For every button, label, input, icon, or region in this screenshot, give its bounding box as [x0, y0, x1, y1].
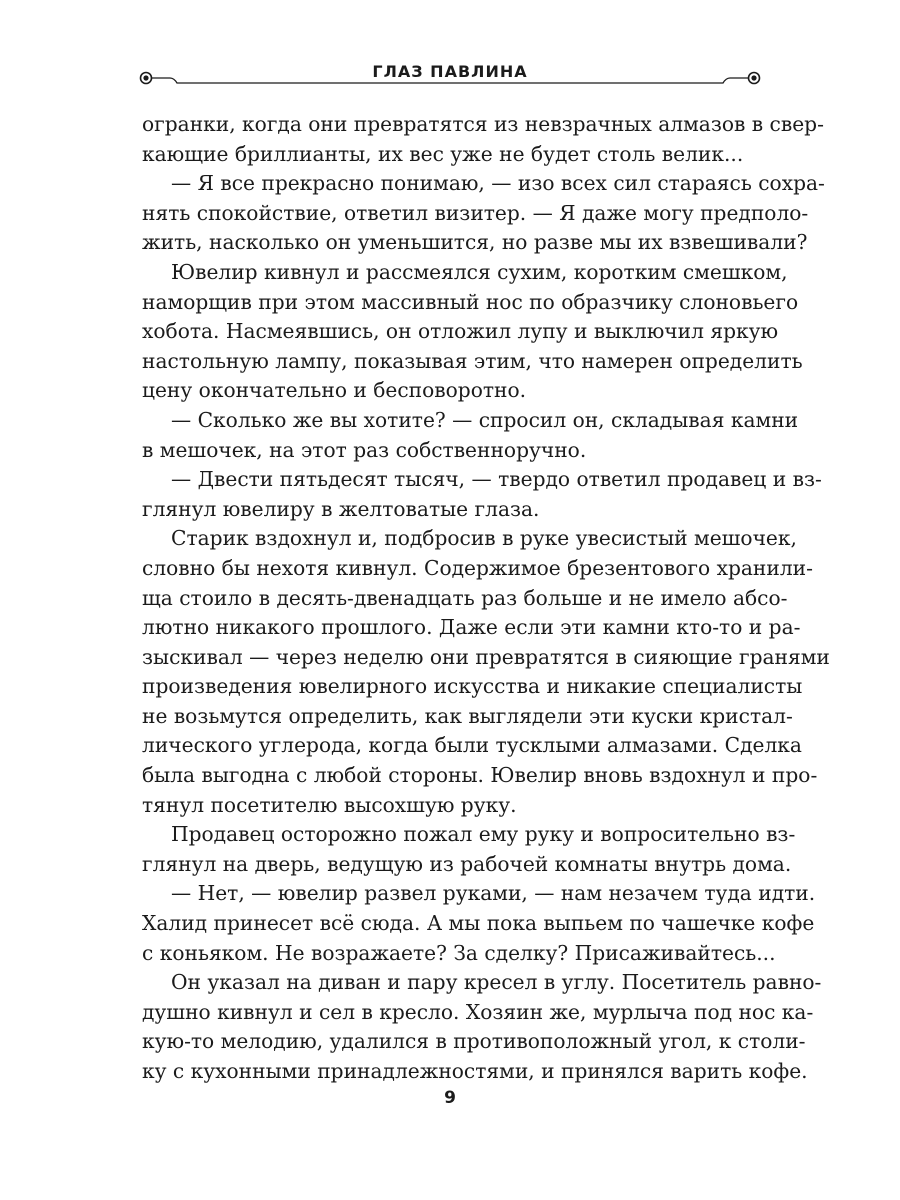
text-line: не возьмутся определить, как выглядели эти куски кристал- [142, 703, 793, 728]
text-line: наморщив при этом массивный нос по образчику слоновьего [142, 289, 799, 314]
text-line: глянул ювелиру в желтоватые глаза. [142, 496, 540, 521]
text-line: кую-то мелодию, удалился в противоположный угол, к столи- [142, 1029, 806, 1054]
text-line: — Сколько же вы хотите? — спросил он, складывая камни [171, 407, 799, 432]
text-line: ку с кухонными принадлежностями, и принялся варить кофе. [142, 1059, 808, 1083]
text-line: — Я все прекрасно понимаю, — изо всех сил стараясь сохра- [171, 171, 825, 196]
text-line: цену окончательно и бесповоротно. [142, 378, 527, 403]
text-line: в мешочек, на этот раз собственноручно. [142, 437, 587, 462]
text-line: глянул на дверь, ведущую из рабочей комнаты внутрь дома. [142, 851, 792, 876]
text-line: огранки, когда они превратятся из невзрачных алмазов в свер- [142, 112, 824, 136]
text-line: Ювелир кивнул и рассмеялся сухим, коротким смешком, [171, 259, 788, 284]
text-line: настольную лампу, показывая этим, что намерен определить [142, 348, 803, 373]
text-line: Старик вздохнул и, подбросив в руке увесистый мешочек, [171, 526, 797, 551]
book-title: ГЛАЗ ПАВЛИНА [372, 62, 528, 81]
page-number: 9 [444, 1088, 456, 1108]
page-body [142, 110, 830, 1087]
text-line: — Нет, — ювелир развел руками, — нам незачем туда идти. [171, 881, 816, 906]
text-line: Халид принесет всё сюда. А мы пока выпьем по чашечке кофе [142, 911, 815, 936]
text-line: с коньяком. Не возражаете? За сделку? Присаживайтесь... [142, 940, 776, 965]
text-line: лютно никакого прошлого. Даже если эти камни кто-то и ра- [142, 615, 801, 640]
text-line: ща стоило в десять-двенадцать раз больше и не имело абсо- [142, 585, 788, 610]
text-line: тянул посетителю высохшую руку. [142, 792, 517, 817]
text-line: нять спокойствие, ответил визитер. — Я даже могу предполо- [142, 200, 809, 225]
text-line: Он указал на диван и пару кресел в углу. Посетитель равно- [171, 970, 822, 995]
running-header [130, 56, 770, 96]
text-line: была выгодна с любой стороны. Ювелир вновь вздохнул и про- [142, 763, 818, 788]
text-line: хобота. Насмеявшись, он отложил лупу и выключил яркую [142, 319, 779, 344]
text-line: словно бы нехотя кивнул. Содержимое брезентового хранили- [142, 555, 813, 580]
text-line: душно кивнул и сел в кресло. Хозяин же, мурлыча под нос ка- [142, 999, 814, 1024]
text-line: Продавец осторожно пожал ему руку и вопросительно вз- [171, 822, 796, 847]
text-line: зыскивал — через неделю они превратятся в сияющие гранями [142, 644, 830, 669]
text-line: — Двести пятьдесят тысяч, — твердо ответил продавец и вз- [171, 467, 822, 492]
text-line: кающие бриллианты, их вес уже не будет столь велик... [142, 141, 744, 166]
text-line: произведения ювелирного искусства и никакие специалисты [142, 674, 803, 699]
text-line: жить, насколько он уменьшится, но разве мы их взвешивали? [142, 230, 808, 255]
text-line: лического углерода, когда были тусклыми алмазами. Сделка [142, 733, 802, 758]
